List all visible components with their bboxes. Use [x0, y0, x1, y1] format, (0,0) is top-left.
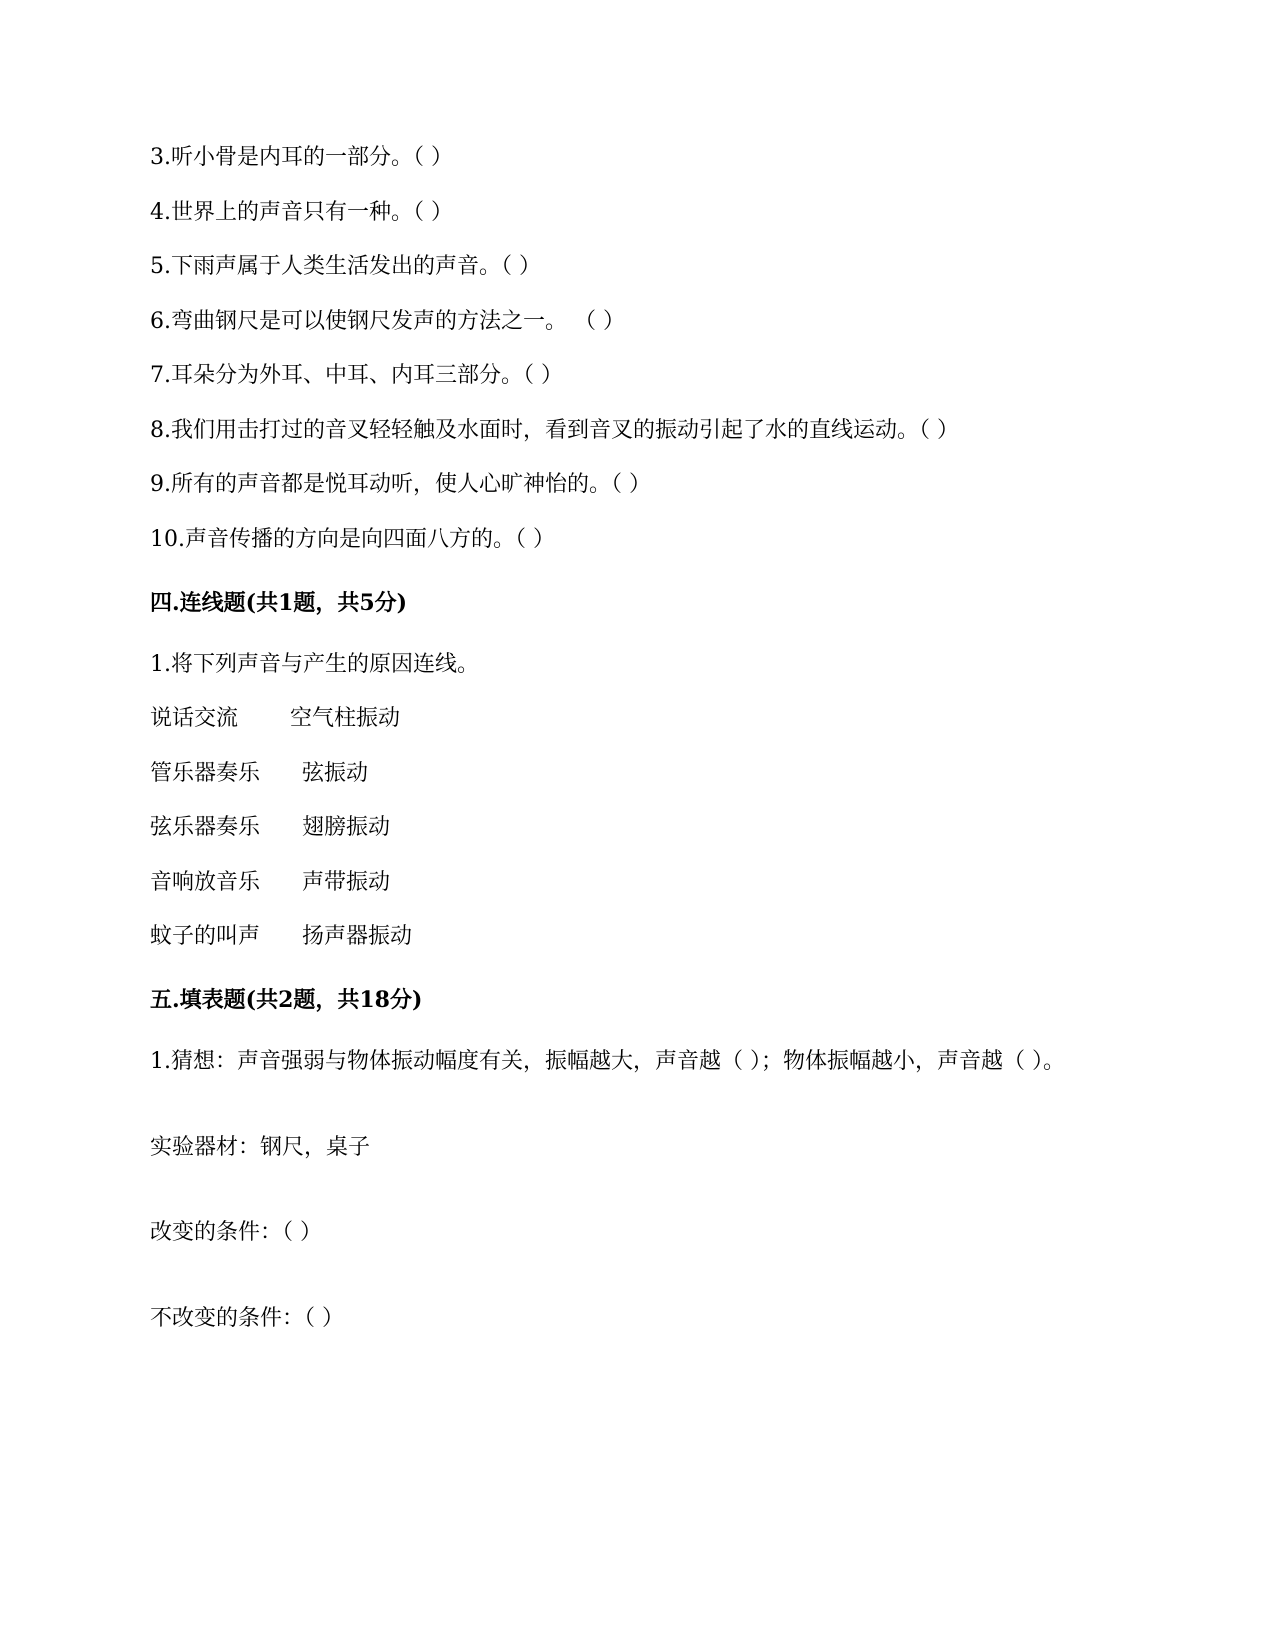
matching-right-item: 声带振动 [302, 870, 391, 895]
matching-left-item: 弦乐器奏乐 [150, 815, 261, 840]
judgment-item-7: 7.耳朵分为外耳、中耳、内耳三部分。（ ） [150, 363, 563, 388]
judgment-item-4: 4.世界上的声音只有一种。（ ） [150, 200, 453, 225]
judgment-item-8: 8.我们用击打过的音叉轻轻触及水面时，看到音叉的振动引起了水的直线运动。（ ） [150, 418, 959, 443]
matching-left-item: 蚊子的叫声 [150, 924, 261, 949]
judgment-item-3: 3.听小骨是内耳的一部分。（ ） [150, 145, 453, 170]
judgment-item-6: 6.弯曲钢尺是可以使钢尺发声的方法之一。 （ ） [150, 309, 625, 334]
matching-left-item: 音响放音乐 [150, 870, 261, 895]
section-heading-fill-table: 五.填表题(共2题，共18分) [150, 987, 423, 1013]
matching-left-item: 说话交流 [150, 706, 239, 731]
section-heading-matching: 四.连线题(共1题，共5分) [150, 590, 408, 616]
experiment-materials: 实验器材：钢尺，桌子 [150, 1135, 371, 1160]
matching-left-item: 管乐器奏乐 [150, 761, 261, 786]
unchanged-condition: 不改变的条件：（ ） [150, 1306, 344, 1331]
matching-right-item: 扬声器振动 [302, 924, 413, 949]
changed-condition: 改变的条件：（ ） [150, 1220, 322, 1245]
judgment-item-5: 5.下雨声属于人类生活发出的声音。（ ） [150, 254, 541, 279]
matching-question: 1.将下列声音与产生的原因连线。 [150, 652, 479, 677]
judgment-item-9: 9.所有的声音都是悦耳动听，使人心旷神怡的。（ ） [150, 472, 651, 497]
matching-right-item: 弦振动 [302, 761, 369, 786]
matching-right-item: 空气柱振动 [290, 706, 401, 731]
matching-right-item: 翅膀振动 [302, 815, 391, 840]
judgment-item-10: 10.声音传播的方向是向四面八方的。（ ） [150, 527, 555, 552]
fill-question: 1.猜想：声音强弱与物体振动幅度有关，振幅越大，声音越（ ）；物体振幅越小，声音越（ ）。 [150, 1049, 1065, 1074]
